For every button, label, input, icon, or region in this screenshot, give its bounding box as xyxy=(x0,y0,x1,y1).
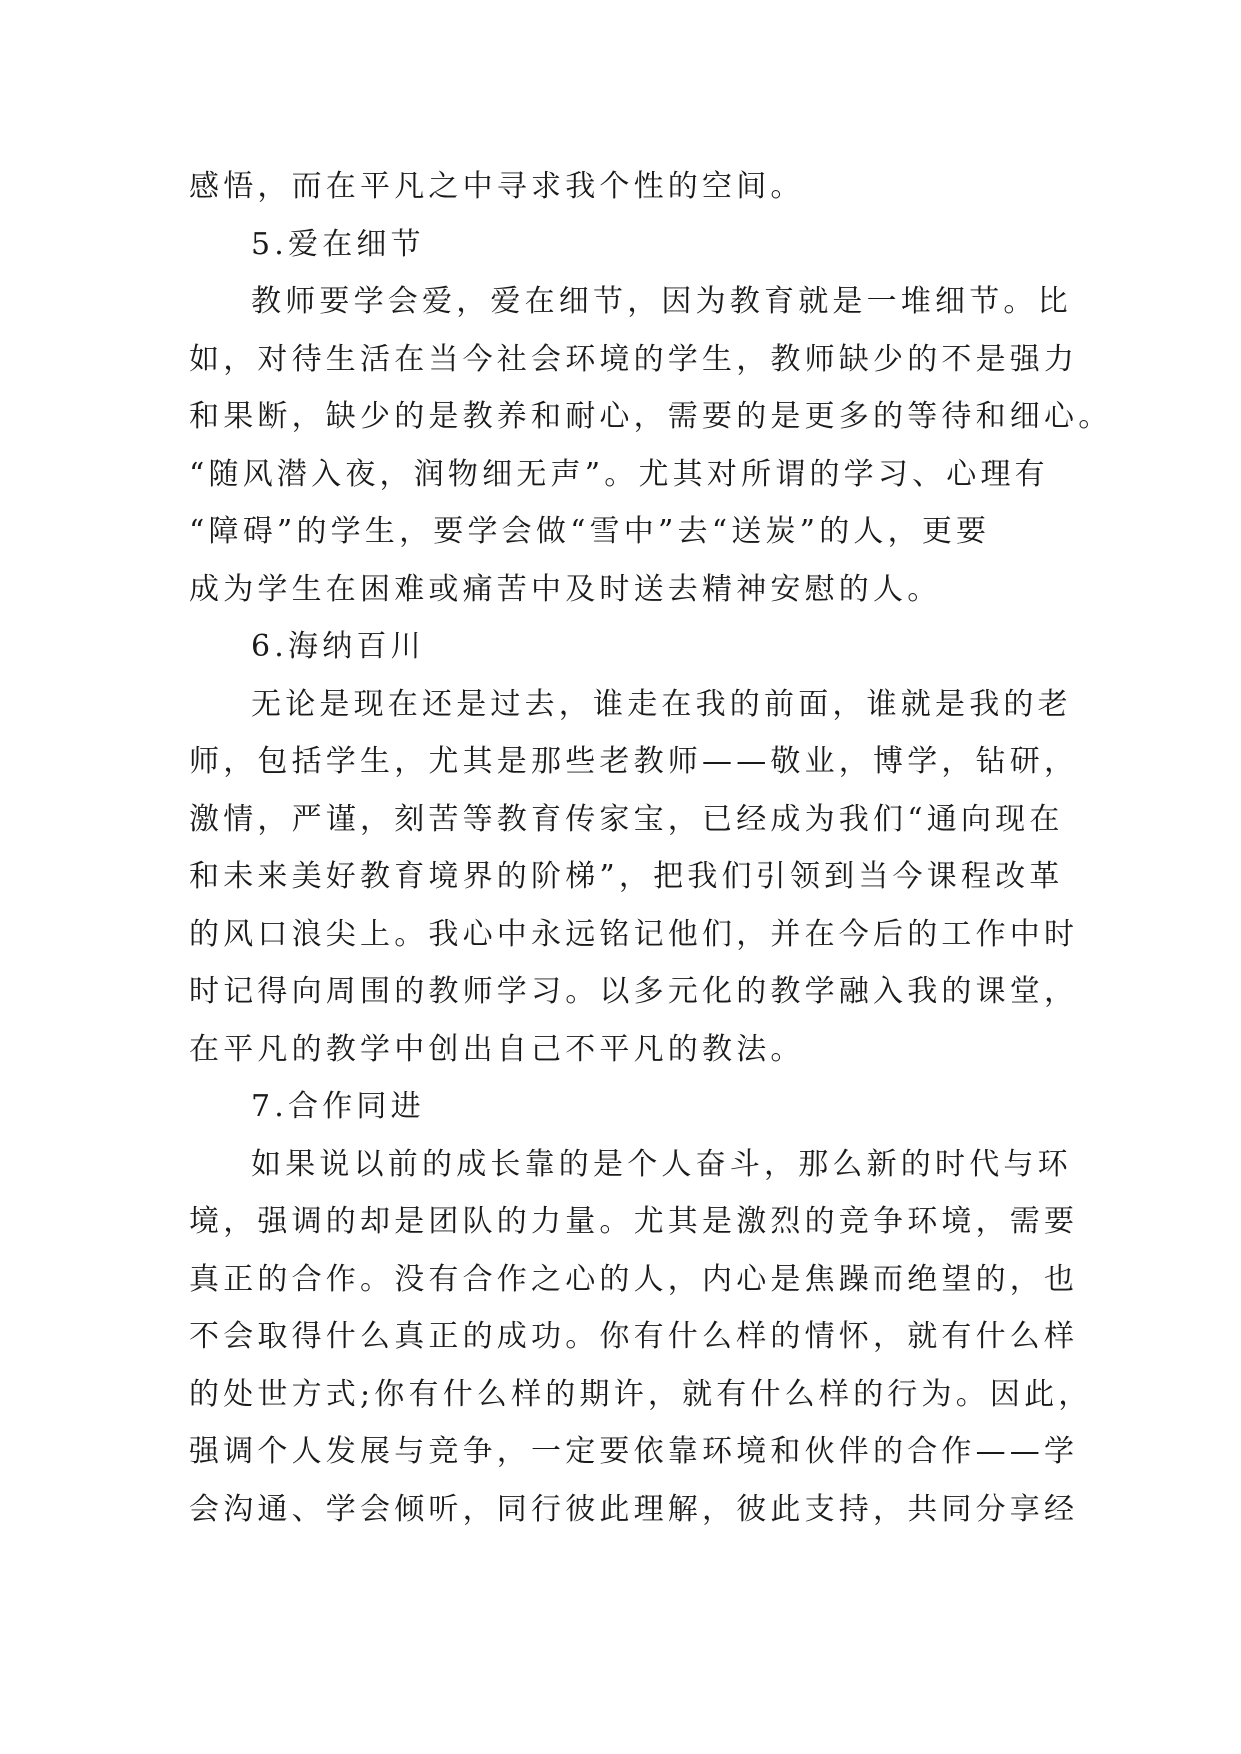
text-line: “障碍”的学生，要学会做“雪中”去“送炭”的人，更要 xyxy=(189,514,991,549)
text-line: 成为学生在困难或痛苦中及时送去精神安慰的人。 xyxy=(189,571,942,607)
text-line: “随风潜入夜，润物细无声”。尤其对所谓的学习、心理有 xyxy=(189,456,1049,492)
text-line: 真正的合作。没有合作之心的人，内心是焦躁而绝望的，也 xyxy=(189,1261,1079,1297)
paragraph-start: 如果说以前的成长靠的是个人奋斗，那么新的时代与环 xyxy=(251,1146,1072,1182)
text-line: 境，强调的却是团队的力量。尤其是激烈的竞争环境，需要 xyxy=(189,1204,1079,1239)
text-line: 强调个人发展与竞争，一定要依靠环境和伙伴的合作——学 xyxy=(189,1434,1079,1469)
text-line: 和未来美好教育境界的阶梯”，把我们引领到当今课程改革 xyxy=(189,859,1064,894)
section-heading-7: 7.合作同进 xyxy=(251,1089,425,1124)
text-line: 感悟，而在平凡之中寻求我个性的空间。 xyxy=(189,169,805,204)
text-line: 时记得向周围的教师学习。以多元化的教学融入我的课堂， xyxy=(189,974,1079,1009)
paragraph-start: 教师要学会爱，爱在细节，因为教育就是一堆细节。比 xyxy=(251,284,1072,319)
section-heading-5: 5.爱在细节 xyxy=(251,226,425,262)
text-line: 的风口浪尖上。我心中永远铭记他们，并在今后的工作中时 xyxy=(189,916,1079,952)
document-body xyxy=(189,158,1113,1538)
text-line: 不会取得什么真正的成功。你有什么样的情怀，就有什么样 xyxy=(189,1319,1079,1354)
section-heading-6: 6.海纳百川 xyxy=(251,629,425,664)
text-line: 的处世方式;你有什么样的期许，就有什么样的行为。因此， xyxy=(189,1376,1093,1412)
paragraph-start: 无论是现在还是过去，谁走在我的前面，谁就是我的老 xyxy=(251,686,1072,722)
text-line: 和果断，缺少的是教养和耐心，需要的是更多的等待和细心。 xyxy=(189,399,1113,434)
text-line: 如，对待生活在当今社会环境的学生，教师缺少的不是强力 xyxy=(189,341,1079,377)
text-line: 在平凡的教学中创出自己不平凡的教法。 xyxy=(189,1031,805,1067)
text-line: 师，包括学生，尤其是那些老教师——敬业，博学，钻研， xyxy=(189,744,1079,779)
text-line: 激情，严谨，刻苦等教育传家宝，已经成为我们“通向现在 xyxy=(189,801,1064,837)
text-line: 会沟通、学会倾听，同行彼此理解，彼此支持，共同分享经 xyxy=(189,1491,1079,1527)
